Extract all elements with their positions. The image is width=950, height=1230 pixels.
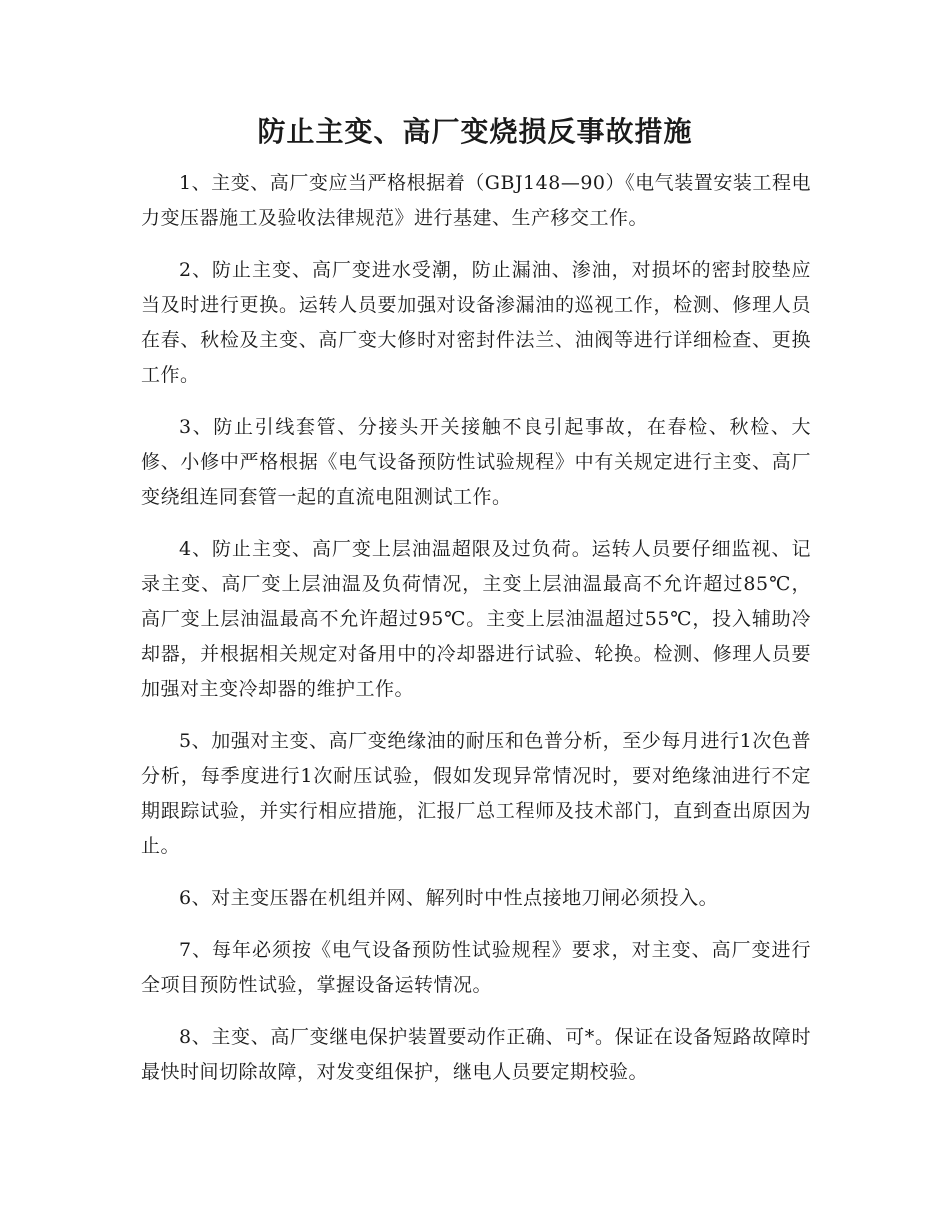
paragraph-6: 6、对主变压器在机组并网、解列时中性点接地刀闸必须投入。: [179, 887, 719, 909]
paragraph-4: 4、防止主变、高厂变上层油温超限及过负荷。运转人员要仔细监视、记录主变、高厂变上层油温及负荷情况，主变上层油温最高不允许超过85℃，高厂变上层油温最高不允许超过95℃。主变上层油温超过55℃，投入辅助冷却器，并根据相关规定对备用中的冷却器进行试验、轮换。检测、修理人员要加强对主变冷却器的维护工作。: [141, 538, 811, 700]
paragraph-5: 5、加强对主变、高厂变绝缘油的耐压和色普分析，至少每月进行1次色普分析，每季度进行1次耐压试验，假如发现异常情况时，要对绝缘油进行不定期跟踪试验，并实行相应措施，汇报厂总工程师及技术部门，直到查出原因为止。: [141, 730, 811, 857]
paragraph-3: 3、防止引线套管、分接头开关接触不良引起事故，在春检、秋检、大修、小修中严格根据《电气设备预防性试验规程》中有关规定进行主变、高厂变绕组连同套管一起的直流电阻测试工作。: [141, 416, 811, 508]
paragraph-2: 2、防止主变、高厂变进水受潮，防止漏油、渗油，对损坏的密封胶垫应当及时进行更换。运转人员要加强对设备渗漏油的巡视工作，检测、修理人员在春、秋检及主变、高厂变大修时对密封件法兰、油阀等进行详细检查、更换工作。: [141, 259, 811, 386]
paragraph-7: 7、每年必须按《电气设备预防性试验规程》要求，对主变、高厂变进行全项目预防性试验，掌握设备运转情况。: [141, 939, 811, 996]
document-body: [141, 166, 811, 1107]
paragraph-8: 8、主变、高厂变继电保护装置要动作正确、可*。保证在设备短路故障时最快时间切除故障，对发变组保护，继电人员要定期校验。: [141, 1026, 811, 1083]
document-title: 防止主变、高厂变烧损反事故措施: [257, 115, 693, 148]
paragraph-1: 1、主变、高厂变应当严格根据着（GBJ148—90）《电气装置安装工程电力变压器施工及验收法律规范》进行基建、生产移交工作。: [141, 172, 811, 229]
